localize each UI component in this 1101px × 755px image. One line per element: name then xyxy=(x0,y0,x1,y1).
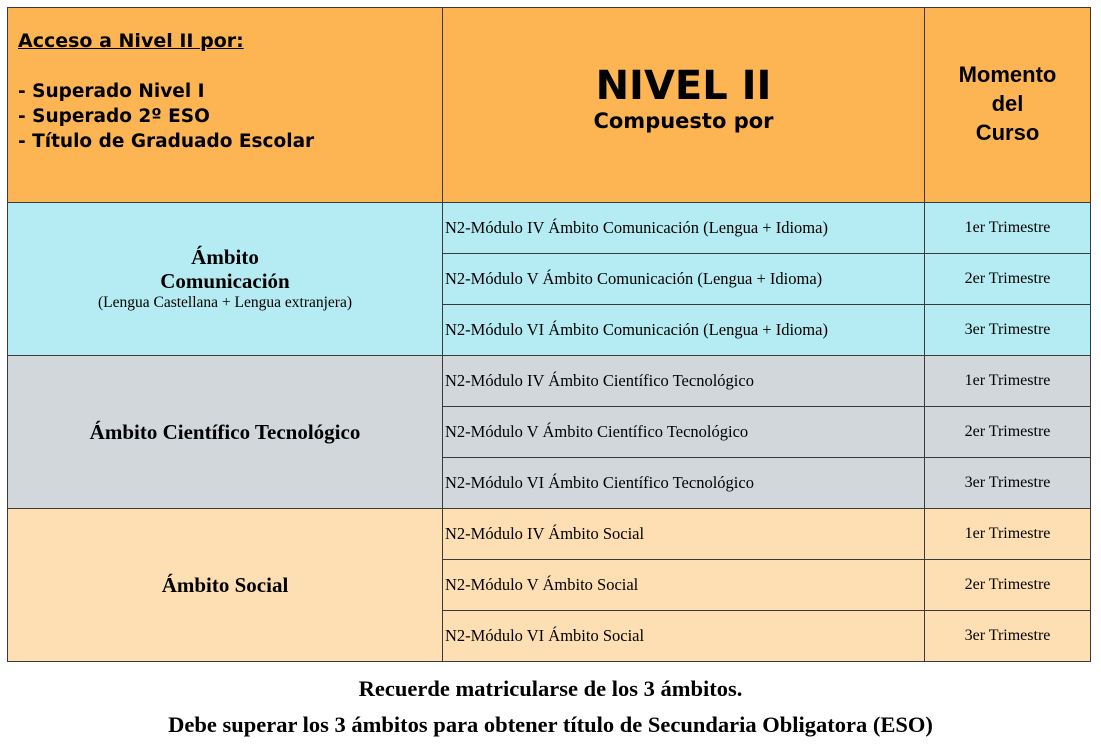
table-row xyxy=(8,203,1091,254)
access-title: Acceso a Nivel II por: xyxy=(18,30,244,52)
moment-cell xyxy=(925,8,1091,203)
module-cell: N2-Módulo V Ámbito Comunicación (Lengua + Idioma) xyxy=(443,254,925,305)
module-cell: N2-Módulo IV Ámbito Científico Tecnológico xyxy=(443,356,925,407)
moment-line: Momento xyxy=(958,61,1057,87)
group-cell-social xyxy=(8,509,443,662)
level-title: NIVEL II xyxy=(595,63,772,109)
term-cell: 1er Trimestre xyxy=(925,509,1091,560)
moment-label xyxy=(925,60,1090,147)
module-cell: N2-Módulo VI Ámbito Científico Tecnológico xyxy=(443,458,925,509)
term-cell: 2er Trimestre xyxy=(925,254,1091,305)
term-cell: 3er Trimestre xyxy=(925,458,1091,509)
access-item: - Superado 2º ESO xyxy=(18,106,210,127)
module-cell: N2-Módulo V Ámbito Científico Tecnológico xyxy=(443,407,925,458)
table-row xyxy=(8,356,1091,407)
term-cell: 2er Trimestre xyxy=(925,560,1091,611)
group-title: Ámbito xyxy=(191,245,259,269)
moment-line: Curso xyxy=(975,119,1040,145)
module-cell: N2-Módulo IV Ámbito Social xyxy=(443,509,925,560)
level-cell xyxy=(443,8,925,203)
term-cell: 1er Trimestre xyxy=(925,203,1091,254)
module-cell: N2-Módulo IV Ámbito Comunicación (Lengua + Idioma) xyxy=(443,203,925,254)
module-cell: N2-Módulo VI Ámbito Social xyxy=(443,611,925,662)
footer-note-2: Debe superar los 3 ámbitos para obtener título de Secundaria Obligatora (ESO) xyxy=(168,712,933,737)
term-cell: 2er Trimestre xyxy=(925,407,1091,458)
access-list xyxy=(18,79,442,154)
nivel-ii-table xyxy=(7,7,1091,662)
table-row xyxy=(8,509,1091,560)
group-cell-cientifico xyxy=(8,356,443,509)
access-item: - Superado Nivel I xyxy=(18,81,205,102)
access-cell xyxy=(8,8,443,203)
footer-note-1: Recuerde matricularse de los 3 ámbitos. xyxy=(358,676,743,701)
group-title: Ámbito Científico Tecnológico xyxy=(89,420,361,444)
term-cell: 1er Trimestre xyxy=(925,356,1091,407)
group-title: Comunicación xyxy=(160,269,290,293)
module-cell: N2-Módulo V Ámbito Social xyxy=(443,560,925,611)
term-cell: 3er Trimestre xyxy=(925,305,1091,356)
level-subtitle: Compuesto por xyxy=(593,109,774,133)
moment-line: del xyxy=(991,90,1024,116)
module-cell: N2-Módulo VI Ámbito Comunicación (Lengua + Idioma) xyxy=(443,305,925,356)
group-cell-comunicacion xyxy=(8,203,443,356)
term-cell: 3er Trimestre xyxy=(925,611,1091,662)
access-item: - Título de Graduado Escolar xyxy=(18,131,315,152)
group-title: Ámbito Social xyxy=(161,573,289,597)
header-row xyxy=(8,8,1091,203)
group-note: (Lengua Castellana + Lengua extranjera) xyxy=(97,294,353,311)
